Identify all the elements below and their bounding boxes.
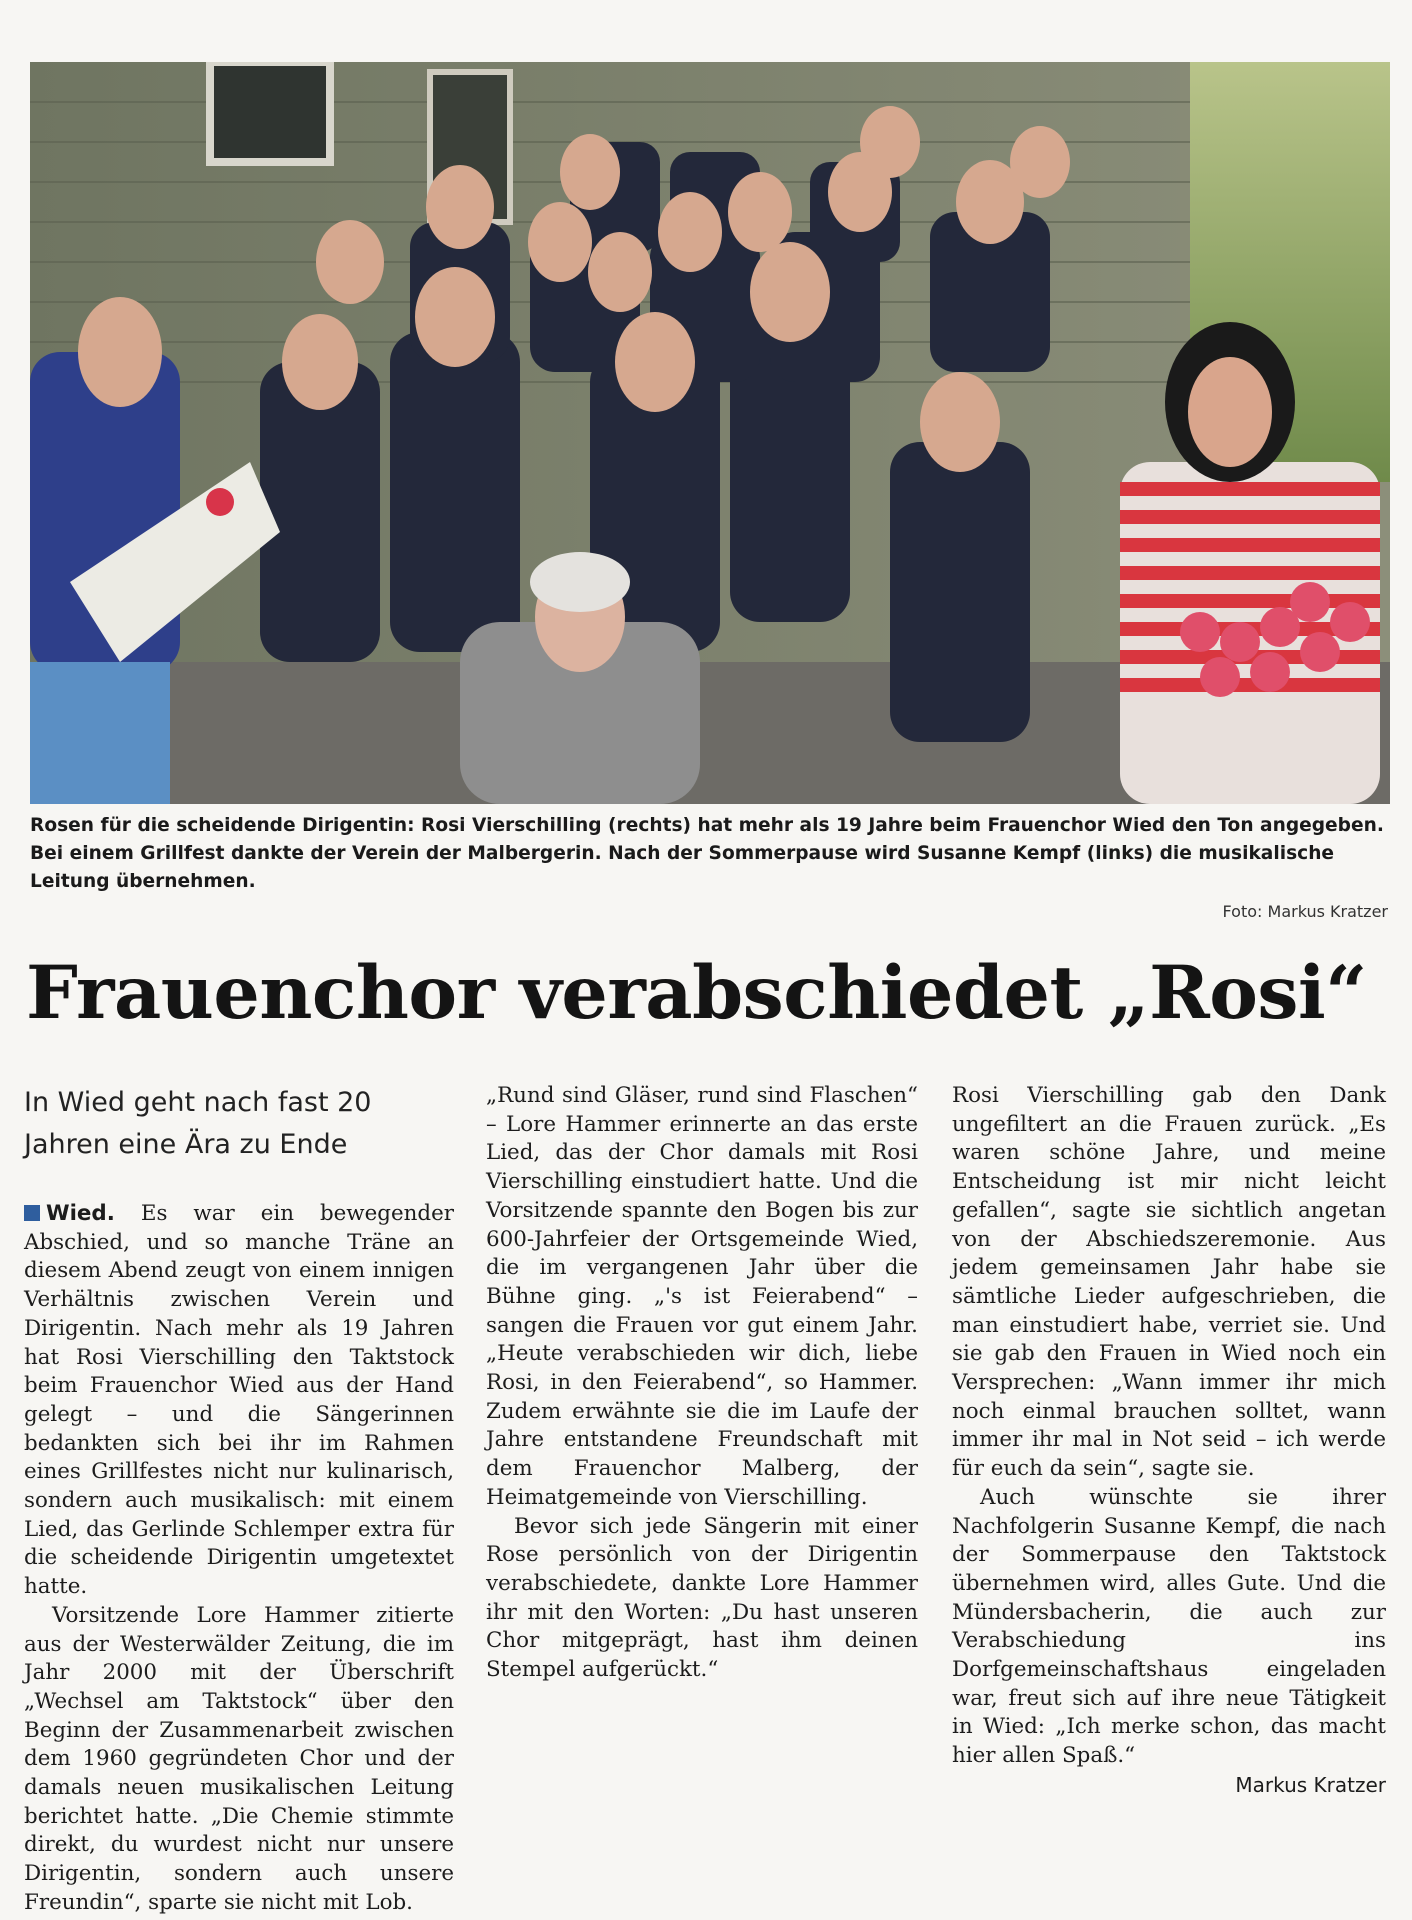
article-author: Markus Kratzer: [1235, 1772, 1386, 1797]
photo-caption: Rosen für die scheidende Dirigentin: Rosi Vierschilling (rechts) hat mehr als 19 Jahre beim Frauenchor Wied den Ton angegeben. Bei einem Grillfest dankte der Verein der Malbergerin. Nach der Sommerpause wird Susanne Kempf (links) die musikalische Leitung übernehmen.: [30, 815, 1384, 892]
dateline: Wied.: [46, 1201, 115, 1226]
body-paragraph-2: Vorsitzende Lore Hammer zitierte aus der Westerwälder Zeitung, die im Jahr 2000 mit der Überschrift „Wechsel am Taktstock“ über den Beginn der Zusammenarbeit zwischen dem 1960 gegründeten Chor und der damals neuen musikalischen Leitung berichtet hatte. „Die Chemie stimmte direkt, du wurdest nicht nur unsere Dirigentin, sondern auch unsere Freundin“, sparte sie nicht mit Lob.: [24, 1602, 454, 1915]
column-3: [952, 1082, 1386, 1800]
choir-group-photo: [30, 62, 1390, 804]
column-2: [486, 1082, 918, 1685]
article-headline: Frauenchor verabschiedet „Rosi“: [26, 950, 1367, 1036]
body-paragraph-5: Rosi Vierschilling gab den Dank ungefiltert an die Frauen zurück. „Es waren schöne Jahre, und meine Entscheidung ist mir nicht leicht gefallen“, sagte sie sichtlich angetan von der Abschiedszeremonie. Aus jedem gemeinsamen Jahr habe sie sämtliche Lieder aufgeschrieben, die man einstudiert habe, verriet sie. Und sie gab den Frauen in Wied noch ein Versprechen: „Wann immer ihr mich noch einmal brauchen solltet, wann immer ihr mal in Not seid – ich werde für euch da sein“, sagte sie.: [952, 1083, 1386, 1482]
column-1: [24, 1200, 454, 1918]
body-paragraph-3: „Rund sind Gläser, rund sind Flaschen“ – Lore Hammer erinnerte an das erste Lied, das der Chor damals mit Rosi Vierschilling einstudiert hatte. Und die Vorsitzende spannte den Bogen bis zur 600-Jahrfeier der Ortsgemeinde Wied, die im vergangenen Jahr über die Bühne ging. „'s ist Feierabend“ – sangen die Frauen vor gut einem Jahr. „Heute verabschieden wir dich, liebe Rosi, in den Feierabend“, so Hammer. Zudem erwähnte sie die im Laufe der Jahre entstandene Freundschaft mit dem Frauenchor Malberg, der Heimatgemeinde von Vierschilling.: [486, 1083, 918, 1510]
photo-credit: Foto: Markus Kratzer: [1222, 902, 1388, 921]
body-paragraph-1: Wied. Es war ein bewegender Abschied, und so manche Träne an diesem Abend zeugt von einem innigen Verhältnis zwischen Verein und Dirigentin. Nach mehr als 19 Jahren hat Rosi Vierschilling den Taktstock beim Frauenchor Wied aus der Hand gelegt – und die Sängerinnen bedankten sich bei ihr im Rahmen eines Grillfestes nicht nur kulinarisch, sondern auch musikalisch: mit einem Lied, das Gerlinde Schlemper extra für die scheidende Dirigentin umgetextet hatte.: [24, 1201, 454, 1600]
article-subheadline: In Wied geht nach fast 20 Jahren eine Ära zu Ende: [24, 1087, 372, 1160]
body-paragraph-6: Auch wünschte sie ihrer Nachfolgerin Susanne Kempf, die nach der Sommerpause den Taktstock übernehmen wird, alles Gute. Und die Mündersbacherin, die auch zur Verabschiedung ins Dorfgemeinschaftshaus eingeladen war, freut sich auf ihre neue Tätigkeit in Wied: „Ich merke schon, das macht hier allen Spaß.“: [952, 1484, 1386, 1769]
article-photo: [30, 62, 1390, 804]
square-bullet-icon: [24, 1205, 40, 1221]
body-paragraph-4: Bevor sich jede Sängerin mit einer Rose persönlich von der Dirigentin verabschiedete, dankte Lore Hammer ihr mit den Worten: „Du hast unseren Chor mitgeprägt, hast ihm deinen Stempel aufgerückt.“: [486, 1513, 918, 1683]
